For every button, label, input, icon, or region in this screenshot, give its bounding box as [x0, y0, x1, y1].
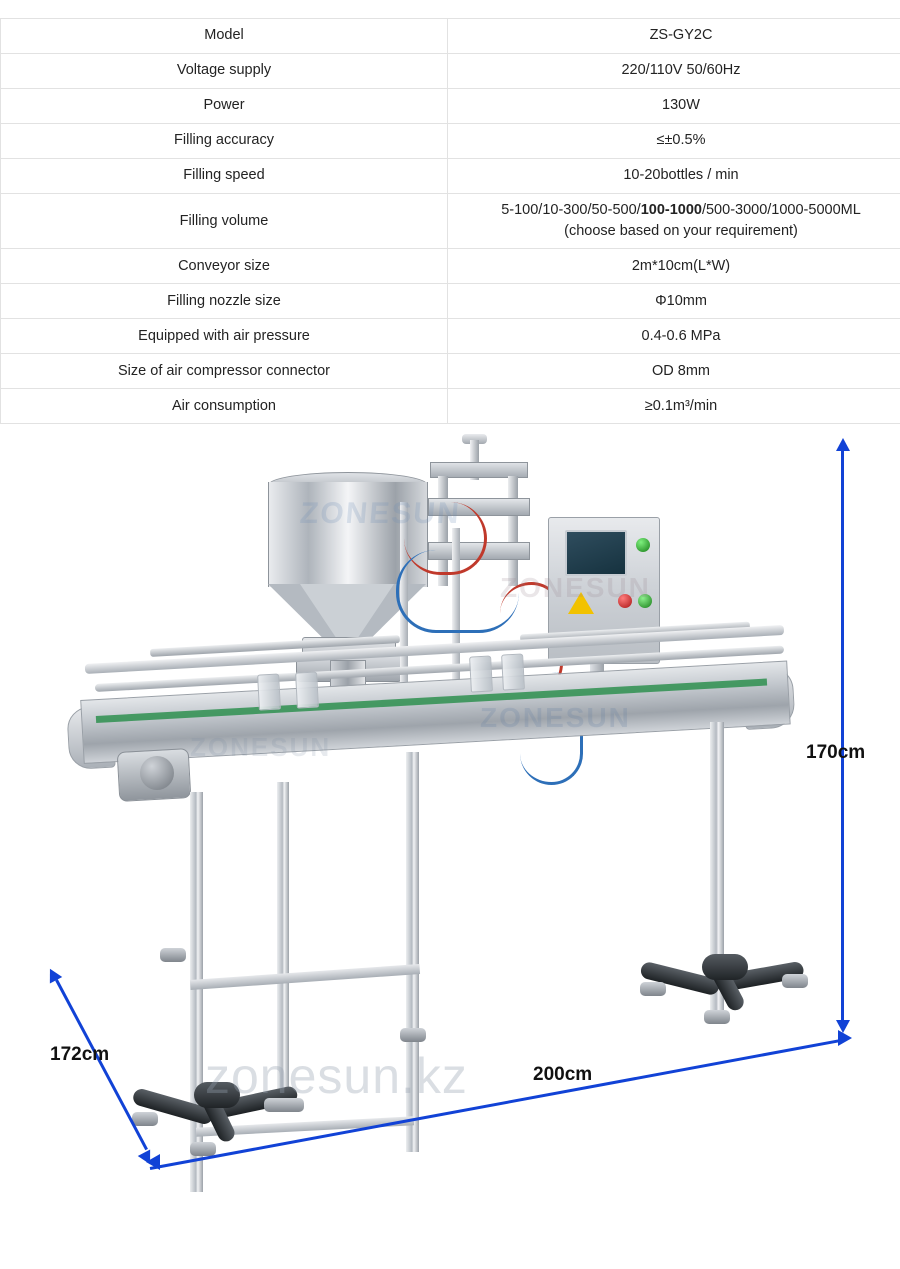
spec-value: ≤±0.5%: [448, 124, 900, 159]
power-indicator-icon: [636, 538, 650, 552]
table-row-filling-volume: [1, 194, 900, 249]
spec-label: Equipped with air pressure: [1, 319, 448, 354]
motor-face: [140, 756, 174, 790]
length-dimension-label: 200cm: [533, 1064, 592, 1086]
watermark-brand: ZONESUN: [500, 572, 651, 604]
length-arrow-left-icon: [146, 1154, 160, 1170]
table-row: [1, 354, 900, 389]
spec-value: 10-20bottles / min: [448, 159, 900, 194]
table-row: [1, 249, 900, 284]
spec-value: 0.4-0.6 MPa: [448, 319, 900, 354]
depth-arrow-top-icon: [44, 966, 62, 984]
watermark-brand: ZONESUN: [299, 497, 463, 531]
spec-label: Model: [1, 19, 448, 54]
leveling-foot: [400, 1028, 426, 1042]
hmi-touchscreen[interactable]: [565, 530, 627, 576]
leg-crossbar-upper: [190, 964, 420, 990]
filling-volume-post: /500-3000/1000-5000ML: [702, 202, 861, 218]
leveling-foot: [160, 948, 186, 962]
spec-label: Filling accuracy: [1, 124, 448, 159]
table-row: [1, 319, 900, 354]
watermark-site: zonesun.kz: [205, 1047, 468, 1105]
tripod-foot-right: [640, 952, 810, 1022]
spec-value: 2m*10cm(L*W): [448, 249, 900, 284]
spec-label: Filling volume: [1, 194, 448, 249]
product-photo: [0, 432, 900, 1232]
watermark-brand: ZONESUN: [480, 702, 631, 734]
spec-label: Filling nozzle size: [1, 284, 448, 319]
spec-label: Air consumption: [1, 389, 448, 424]
filling-volume-note: (choose based on your requirement): [456, 221, 900, 242]
table-row: [1, 54, 900, 89]
table-row: [1, 89, 900, 124]
spec-value: ≥0.1m³/min: [448, 389, 900, 424]
bottle: [257, 673, 281, 710]
table-row: [1, 159, 900, 194]
filling-volume-pre: 5-100/10-300/50-500/: [501, 202, 640, 218]
depth-dimension-label: 172cm: [50, 1044, 109, 1066]
spec-label: Power: [1, 89, 448, 124]
spec-value: 220/110V 50/60Hz: [448, 54, 900, 89]
table-row: [1, 284, 900, 319]
height-dimension-line: [841, 450, 844, 1025]
spec-value-filling-volume: [448, 194, 900, 249]
spec-label: Voltage supply: [1, 54, 448, 89]
spec-value: 130W: [448, 89, 900, 124]
bottle: [501, 653, 525, 690]
spec-value: ZS-GY2C: [448, 19, 900, 54]
spec-value: OD 8mm: [448, 354, 900, 389]
bottle: [469, 655, 493, 692]
table-row: [1, 19, 900, 54]
table-row: [1, 389, 900, 424]
length-arrow-right-icon: [838, 1030, 852, 1046]
specification-table: [0, 18, 900, 424]
bottle: [295, 671, 319, 708]
filling-volume-highlight: 100-1000: [641, 202, 702, 218]
table-row: [1, 124, 900, 159]
spec-label: Filling speed: [1, 159, 448, 194]
watermark-brand: ZONESUN: [190, 732, 331, 763]
height-dimension-label: 170cm: [806, 742, 865, 764]
spec-label: Conveyor size: [1, 249, 448, 284]
spec-label: Size of air compressor connector: [1, 354, 448, 389]
spec-value: Φ10mm: [448, 284, 900, 319]
